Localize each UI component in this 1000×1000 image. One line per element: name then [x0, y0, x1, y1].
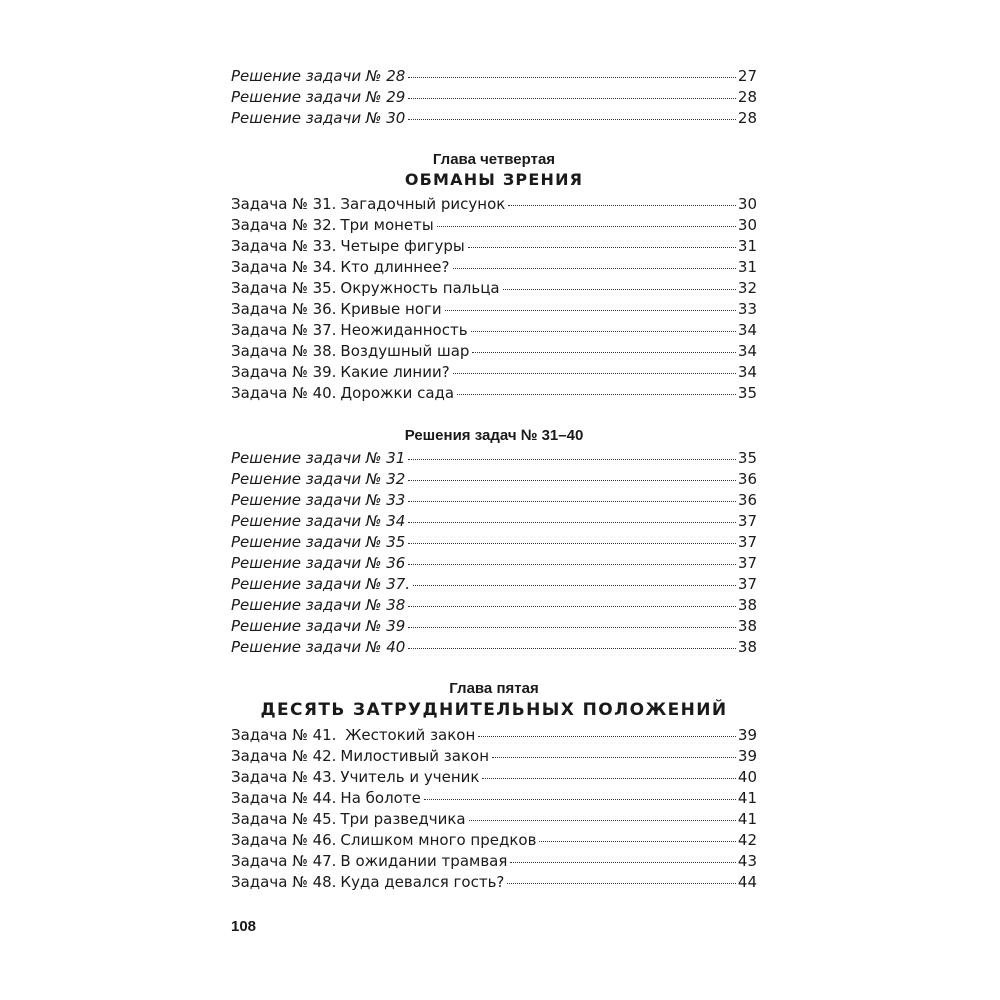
toc-entry — [231, 788, 757, 809]
toc-entry — [231, 362, 757, 383]
dot-leader — [408, 119, 736, 120]
task-number: Задача № 48. — [231, 873, 337, 891]
dot-leader — [472, 352, 735, 353]
task-number: Задача № 40. — [231, 384, 337, 402]
dot-leader — [482, 778, 735, 779]
toc-entry-title: Решение задачи № 30 — [231, 109, 406, 127]
chapter-five-tasks — [231, 725, 757, 893]
dot-leader — [408, 77, 736, 78]
toc-entry-title: Решение задачи № 38 — [231, 596, 406, 614]
toc-entry-page: 31 — [737, 237, 757, 255]
task-number: Задача № 37. — [231, 321, 337, 339]
task-number: Задача № 35. — [231, 279, 337, 297]
dot-leader — [408, 98, 736, 99]
chapter-five-label: Глава пятая — [449, 680, 539, 697]
toc-entry-page: 44 — [737, 873, 757, 891]
task-name: Загадочный рисунок — [340, 195, 506, 213]
toc-entry-title: Решение задачи № 33 — [231, 491, 406, 509]
task-name: На болоте — [340, 789, 421, 807]
toc-entry-title: Решение задачи № 40 — [231, 638, 406, 656]
toc-entry-page: 27 — [737, 67, 757, 85]
toc-entry — [231, 574, 757, 595]
toc-entry-page: 43 — [737, 852, 757, 870]
toc-entry-page: 38 — [737, 617, 757, 635]
task-name: Три монеты — [340, 216, 434, 234]
toc-entry-page: 34 — [737, 363, 757, 381]
dot-leader — [408, 522, 736, 523]
task-name: Кривые ноги — [340, 300, 442, 318]
dot-leader — [408, 627, 736, 628]
task-name: Жестокий закон — [340, 726, 476, 744]
toc-entry — [231, 767, 757, 788]
dot-leader — [408, 459, 736, 460]
toc-entry — [231, 87, 757, 108]
task-number: Задача № 47. — [231, 852, 337, 870]
toc-entry — [231, 553, 757, 574]
task-name: Куда девался гость? — [340, 873, 505, 891]
task-name: Учитель и ученик — [340, 768, 480, 786]
toc-entry — [231, 448, 757, 469]
toc-entry-page: 37 — [737, 575, 757, 593]
task-number: Задача № 38. — [231, 342, 337, 360]
toc-entry — [231, 236, 757, 257]
dot-leader — [413, 585, 736, 586]
toc-entry — [231, 215, 757, 236]
task-name: В ожидании трамвая — [340, 852, 508, 870]
toc-entry-page: 35 — [737, 384, 757, 402]
toc-entry — [231, 595, 757, 616]
task-name: Окружность пальца — [340, 279, 500, 297]
toc-entry-page: 38 — [737, 596, 757, 614]
task-name: Кто длиннее? — [340, 258, 450, 276]
toc-entry-page: 34 — [737, 342, 757, 360]
toc-entry-page: 39 — [737, 747, 757, 765]
task-name: Слишком много предков — [340, 831, 537, 849]
task-number: Задача № 32. — [231, 216, 337, 234]
toc-entry-page: 36 — [737, 470, 757, 488]
toc-entry — [231, 383, 757, 404]
toc-entry — [231, 299, 757, 320]
task-number: Задача № 44. — [231, 789, 337, 807]
dot-leader — [471, 331, 736, 332]
toc-entry-title: Решение задачи № 34 — [231, 512, 406, 530]
toc-entry-page: 37 — [737, 512, 757, 530]
dot-leader — [457, 394, 736, 395]
chapter-four-solutions — [231, 448, 757, 658]
toc-entry — [231, 320, 757, 341]
dot-leader — [503, 289, 736, 290]
task-number: Задача № 45. — [231, 810, 337, 828]
toc-entry — [231, 637, 757, 658]
toc-entry-page: 31 — [737, 258, 757, 276]
task-number: Задача № 43. — [231, 768, 337, 786]
task-number: Задача № 41. — [231, 726, 337, 744]
toc-entry-title: Решение задачи № 37. — [231, 575, 411, 593]
toc-entry-page: 41 — [737, 789, 757, 807]
toc-entry — [231, 616, 757, 637]
chapter-four-solutions-label: Решения задач № 31–40 — [404, 427, 584, 444]
toc-entry-page: 33 — [737, 300, 757, 318]
dot-leader — [453, 268, 736, 269]
dot-leader — [508, 205, 736, 206]
toc-entry-title: Решение задачи № 39 — [231, 617, 406, 635]
dot-leader — [408, 543, 736, 544]
toc-entry — [231, 725, 757, 746]
dot-leader — [408, 501, 736, 502]
dot-leader — [408, 606, 736, 607]
toc-entry-title: Решение задачи № 28 — [231, 67, 406, 85]
toc-entry — [231, 746, 757, 767]
dot-leader — [408, 480, 736, 481]
task-name: Неожиданность — [340, 321, 468, 339]
toc-entry — [231, 809, 757, 830]
toc-entry-title: Решение задачи № 31 — [231, 449, 406, 467]
toc-entry-page: 41 — [737, 810, 757, 828]
toc-entry-page: 34 — [737, 321, 757, 339]
toc-entry-page: 42 — [737, 831, 757, 849]
task-name: Милостивый закон — [340, 747, 490, 765]
toc-entry-title: Решение задачи № 32 — [231, 470, 406, 488]
dot-leader — [445, 310, 736, 311]
dot-leader — [478, 736, 736, 737]
task-number: Задача № 33. — [231, 237, 337, 255]
task-name: Три разведчика — [340, 810, 466, 828]
toc-entry-page: 36 — [737, 491, 757, 509]
task-number: Задача № 42. — [231, 747, 337, 765]
chapter-four-tasks — [231, 194, 757, 404]
task-number: Задача № 36. — [231, 300, 337, 318]
chapter-four-label: Глава четвертая — [432, 151, 556, 168]
task-name: Дорожки сада — [340, 384, 455, 402]
task-name: Какие линии? — [340, 363, 450, 381]
dot-leader — [437, 226, 736, 227]
toc-entry-page: 37 — [737, 533, 757, 551]
toc-entry-page: 28 — [737, 109, 757, 127]
toc-entry — [231, 872, 757, 893]
task-number: Задача № 46. — [231, 831, 337, 849]
dot-leader — [408, 564, 736, 565]
toc-entry — [231, 851, 757, 872]
toc-entry-page: 39 — [737, 726, 757, 744]
dot-leader — [468, 247, 736, 248]
toc-entry — [231, 66, 757, 87]
dot-leader — [408, 648, 736, 649]
toc-entry-page: 35 — [737, 449, 757, 467]
toc-entry — [231, 469, 757, 490]
table-of-contents — [231, 66, 757, 893]
toc-entry-page: 30 — [737, 216, 757, 234]
toc-entry-page: 38 — [737, 638, 757, 656]
dot-leader — [492, 757, 736, 758]
toc-entry-title: Решение задачи № 35 — [231, 533, 406, 551]
dot-leader — [539, 841, 735, 842]
dot-leader — [469, 820, 736, 821]
toc-entry-title: Решение задачи № 36 — [231, 554, 406, 572]
toc-entry-page: 32 — [737, 279, 757, 297]
task-name: Воздушный шар — [340, 342, 470, 360]
toc-entry — [231, 108, 757, 129]
toc-entry — [231, 511, 757, 532]
dot-leader — [507, 883, 736, 884]
toc-entry-page: 37 — [737, 554, 757, 572]
toc-entry — [231, 257, 757, 278]
dot-leader — [424, 799, 736, 800]
solutions-list-top — [231, 66, 757, 129]
dot-leader — [453, 373, 736, 374]
toc-entry — [231, 278, 757, 299]
chapter-four-title: ОБМАНЫ ЗРЕНИЯ — [404, 170, 584, 189]
task-number: Задача № 31. — [231, 195, 337, 213]
toc-entry — [231, 532, 757, 553]
toc-entry-page: 40 — [737, 768, 757, 786]
toc-entry — [231, 341, 757, 362]
toc-entry — [231, 490, 757, 511]
toc-entry — [231, 830, 757, 851]
dot-leader — [510, 862, 736, 863]
task-number: Задача № 39. — [231, 363, 337, 381]
page-number: 108 — [231, 918, 257, 935]
task-name: Четыре фигуры — [340, 237, 465, 255]
toc-entry-page: 30 — [737, 195, 757, 213]
toc-entry — [231, 194, 757, 215]
toc-entry-title: Решение задачи № 29 — [231, 88, 406, 106]
task-number: Задача № 34. — [231, 258, 337, 276]
toc-entry-page: 28 — [737, 88, 757, 106]
chapter-five-title: ДЕСЯТЬ ЗАТРУДНИТЕЛЬНЫХ ПОЛОЖЕНИЙ — [260, 700, 728, 720]
